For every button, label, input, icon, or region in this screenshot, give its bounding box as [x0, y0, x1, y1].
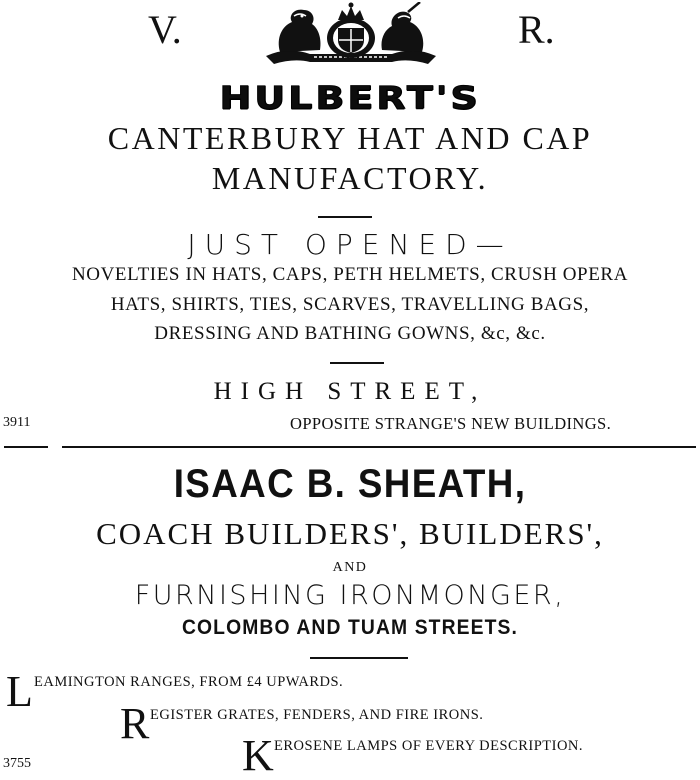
trade-line-1: COACH BUILDERS', BUILDERS', — [96, 516, 604, 551]
trade-line-2: FURNISHING IRONMONGER, — [134, 580, 566, 611]
drop-initial: L — [6, 667, 33, 716]
product-line: EAMINGTON RANGES, FROM £4 UPWARDS. — [34, 674, 344, 690]
product-line: EROSENE LAMPS OF EVERY DESCRIPTION. — [274, 738, 584, 754]
novelties-line: HATS, SHIRTS, TIES, SCARVES, TRAVELLING BAGS, — [110, 294, 590, 315]
drop-initial: K — [242, 731, 274, 780]
proprietor-name: ISAAC B. SHEATH, — [173, 462, 527, 506]
advert-reference-number: 3911 — [3, 415, 31, 430]
royal-coat-of-arms-icon — [258, 2, 444, 68]
novelties-line: DRESSING AND BATHING GOWNS, &c, &c. — [154, 323, 546, 344]
royal-cipher-r: R. — [518, 7, 555, 52]
royal-cipher-v: V. — [148, 7, 182, 52]
conjunction: AND — [332, 560, 368, 575]
headline: JUST OPENED— — [187, 228, 513, 261]
short-divider — [318, 216, 372, 218]
advert-separator — [4, 446, 48, 448]
advert-reference-number: 3755 — [3, 756, 31, 771]
business-line-2: MANUFACTORY. — [211, 160, 489, 196]
drop-initial: R — [120, 699, 150, 748]
firm-name: HULBERT'S — [219, 79, 481, 117]
short-divider — [310, 657, 408, 659]
novelties-line: NOVELTIES IN HATS, CAPS, PETH HELMETS, CRUSH OPERA — [71, 264, 629, 285]
short-divider — [330, 362, 384, 364]
business-line-1: CANTERBURY HAT AND CAP — [107, 120, 593, 156]
advert-separator — [62, 446, 696, 448]
business-address: COLOMBO AND TUAM STREETS. — [181, 616, 519, 639]
location-line: OPPOSITE STRANGE'S NEW BUILDINGS. — [290, 414, 612, 433]
street-address: HIGH STREET, — [213, 378, 487, 405]
product-line: EGISTER GRATES, FENDERS, AND FIRE IRONS. — [150, 707, 484, 723]
